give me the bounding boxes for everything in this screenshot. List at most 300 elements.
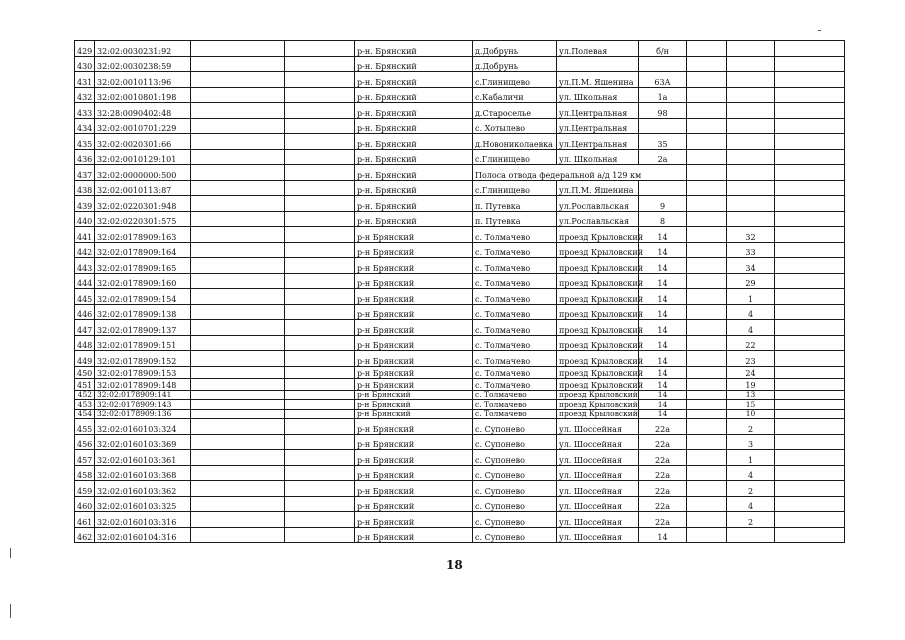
- apartment-number-cell: 4: [727, 496, 775, 512]
- empty-cell: [687, 56, 727, 72]
- cadastral-number-cell: 32:02:0030238:59: [95, 56, 191, 72]
- table-row: [75, 211, 845, 227]
- empty-cell: [775, 56, 845, 72]
- empty-cell: [285, 72, 355, 88]
- district-cell: р-н. Брянский: [355, 134, 473, 150]
- house-number-cell: 14: [639, 242, 687, 258]
- empty-cell: [285, 400, 355, 410]
- cadastral-number-cell: 32:02:0178909:160: [95, 273, 191, 289]
- empty-cell: [775, 366, 845, 378]
- empty-cell: [191, 211, 285, 227]
- district-cell: р-н. Брянский: [355, 87, 473, 103]
- empty-cell: [687, 41, 727, 57]
- empty-cell: [285, 351, 355, 367]
- district-cell: р-н Брянский: [355, 273, 473, 289]
- table-row: [75, 289, 845, 305]
- cadastral-number-cell: 32:02:0178909:138: [95, 304, 191, 320]
- table-row: [75, 378, 845, 390]
- table-row: [75, 434, 845, 450]
- row-number-cell: 441: [75, 227, 95, 243]
- row-number-cell: 462: [75, 527, 95, 543]
- street-cell: ул. Шоссейная: [557, 512, 639, 528]
- cadastral-number-cell: 32:02:0178909:165: [95, 258, 191, 274]
- empty-cell: [285, 211, 355, 227]
- empty-cell: [285, 512, 355, 528]
- locality-cell: с.Глинищево: [473, 72, 557, 88]
- house-number-cell: [639, 118, 687, 134]
- district-cell: р-н Брянский: [355, 465, 473, 481]
- cadastral-number-cell: 32:02:0178909:152: [95, 351, 191, 367]
- street-cell: проезд Крыловский: [557, 351, 639, 367]
- empty-cell: [687, 289, 727, 305]
- empty-cell: [285, 242, 355, 258]
- district-cell: р-н. Брянский: [355, 72, 473, 88]
- empty-cell: [687, 409, 727, 419]
- table-row: [75, 87, 845, 103]
- empty-cell: [285, 87, 355, 103]
- empty-cell: [191, 242, 285, 258]
- house-number-cell: 22а: [639, 481, 687, 497]
- empty-cell: [775, 450, 845, 466]
- apartment-number-cell: 24: [727, 366, 775, 378]
- district-cell: р-н Брянский: [355, 390, 473, 400]
- cadastral-number-cell: 32:02:0010701:229: [95, 118, 191, 134]
- house-number-cell: 98: [639, 103, 687, 119]
- district-cell: р-н Брянский: [355, 366, 473, 378]
- table-row: [75, 481, 845, 497]
- district-cell: р-н Брянский: [355, 434, 473, 450]
- row-number-cell: 437: [75, 165, 95, 181]
- apartment-number-cell: 34: [727, 258, 775, 274]
- empty-cell: [285, 450, 355, 466]
- empty-cell: [687, 211, 727, 227]
- locality-cell: с. Супонево: [473, 496, 557, 512]
- house-number-cell: 14: [639, 378, 687, 390]
- row-number-cell: 446: [75, 304, 95, 320]
- street-cell: ул.Центральная: [557, 134, 639, 150]
- empty-cell: [687, 149, 727, 165]
- registry-sheet: [74, 40, 844, 543]
- empty-cell: [775, 465, 845, 481]
- empty-cell: [191, 149, 285, 165]
- house-number-cell: 14: [639, 351, 687, 367]
- scan-mark: [10, 548, 11, 558]
- apartment-number-cell: [727, 72, 775, 88]
- table-row: [75, 72, 845, 88]
- empty-cell: [191, 304, 285, 320]
- district-cell: р-н Брянский: [355, 409, 473, 419]
- cadastral-number-cell: 32:02:0010129:101: [95, 149, 191, 165]
- house-number-cell: б/н: [639, 41, 687, 57]
- empty-cell: [775, 118, 845, 134]
- street-cell: ул. Шоссейная: [557, 481, 639, 497]
- table-row: [75, 450, 845, 466]
- empty-cell: [191, 227, 285, 243]
- empty-cell: [191, 434, 285, 450]
- row-number-cell: 461: [75, 512, 95, 528]
- street-cell: проезд Крыловский: [557, 289, 639, 305]
- table-row: [75, 242, 845, 258]
- empty-cell: [775, 434, 845, 450]
- locality-cell: д.Добрунь: [473, 56, 557, 72]
- district-cell: р-н Брянский: [355, 512, 473, 528]
- house-number-cell: 14: [639, 366, 687, 378]
- empty-cell: [285, 41, 355, 57]
- empty-cell: [687, 87, 727, 103]
- empty-cell: [285, 180, 355, 196]
- cadastral-number-cell: 32:02:0178909:141: [95, 390, 191, 400]
- apartment-number-cell: 4: [727, 465, 775, 481]
- table-row: [75, 390, 845, 400]
- street-cell: ул. Шоссейная: [557, 496, 639, 512]
- empty-cell: [285, 320, 355, 336]
- empty-cell: [191, 366, 285, 378]
- apartment-number-cell: 2: [727, 419, 775, 435]
- scan-mark: [818, 30, 821, 31]
- apartment-number-cell: 19: [727, 378, 775, 390]
- table-row: [75, 335, 845, 351]
- locality-cell: д.Добрунь: [473, 41, 557, 57]
- empty-cell: [775, 134, 845, 150]
- empty-cell: [687, 481, 727, 497]
- empty-cell: [191, 56, 285, 72]
- table-row: [75, 258, 845, 274]
- street-cell: проезд Крыловский: [557, 335, 639, 351]
- street-cell: проезд Крыловский: [557, 242, 639, 258]
- street-cell: ул.Рославльская: [557, 196, 639, 212]
- table-row: [75, 366, 845, 378]
- empty-cell: [775, 72, 845, 88]
- table-row: [75, 419, 845, 435]
- cadastral-number-cell: 32:02:0178909:143: [95, 400, 191, 410]
- table-row: [75, 527, 845, 543]
- row-number-cell: 431: [75, 72, 95, 88]
- district-cell: р-н Брянский: [355, 378, 473, 390]
- empty-cell: [285, 103, 355, 119]
- empty-cell: [285, 273, 355, 289]
- table-row: [75, 409, 845, 419]
- empty-cell: [687, 527, 727, 543]
- house-number-cell: [639, 56, 687, 72]
- locality-cell: с. Толмачево: [473, 289, 557, 305]
- apartment-number-cell: 2: [727, 481, 775, 497]
- empty-cell: [191, 196, 285, 212]
- street-cell: ул.Рославльская: [557, 211, 639, 227]
- street-cell: ул.Центральная: [557, 103, 639, 119]
- row-number-cell: 459: [75, 481, 95, 497]
- empty-cell: [687, 134, 727, 150]
- district-cell: р-н Брянский: [355, 351, 473, 367]
- district-cell: р-н Брянский: [355, 450, 473, 466]
- row-number-cell: 448: [75, 335, 95, 351]
- empty-cell: [687, 512, 727, 528]
- empty-cell: [775, 196, 845, 212]
- empty-cell: [687, 465, 727, 481]
- district-cell: р-н Брянский: [355, 400, 473, 410]
- locality-cell: Полоса отвода федеральной а/д 129 км: [473, 165, 687, 181]
- house-number-cell: 14: [639, 320, 687, 336]
- locality-cell: с. Толмачево: [473, 366, 557, 378]
- apartment-number-cell: 23: [727, 351, 775, 367]
- empty-cell: [687, 165, 727, 181]
- row-number-cell: 447: [75, 320, 95, 336]
- house-number-cell: 14: [639, 400, 687, 410]
- empty-cell: [191, 41, 285, 57]
- table-row: [75, 351, 845, 367]
- district-cell: р-н Брянский: [355, 227, 473, 243]
- apartment-number-cell: 10: [727, 409, 775, 419]
- cadastral-number-cell: 32:02:0160103:316: [95, 512, 191, 528]
- empty-cell: [285, 465, 355, 481]
- house-number-cell: 22а: [639, 419, 687, 435]
- house-number-cell: 22а: [639, 512, 687, 528]
- empty-cell: [687, 258, 727, 274]
- house-number-cell: 8: [639, 211, 687, 227]
- scan-mark: [10, 604, 11, 618]
- street-cell: ул. Школьная: [557, 87, 639, 103]
- empty-cell: [775, 481, 845, 497]
- empty-cell: [775, 390, 845, 400]
- empty-cell: [191, 409, 285, 419]
- locality-cell: с. Супонево: [473, 434, 557, 450]
- street-cell: ул.П.М. Яшенина: [557, 180, 639, 196]
- empty-cell: [775, 304, 845, 320]
- apartment-number-cell: 32: [727, 227, 775, 243]
- house-number-cell: 14: [639, 289, 687, 305]
- empty-cell: [285, 335, 355, 351]
- cadastral-number-cell: 32:02:0178909:164: [95, 242, 191, 258]
- locality-cell: с. Хотылево: [473, 118, 557, 134]
- cadastral-number-cell: 32:02:0178909:154: [95, 289, 191, 305]
- locality-cell: с. Супонево: [473, 481, 557, 497]
- district-cell: р-н. Брянский: [355, 196, 473, 212]
- row-number-cell: 445: [75, 289, 95, 305]
- table-row: [75, 41, 845, 57]
- row-number-cell: 434: [75, 118, 95, 134]
- table-row: [75, 320, 845, 336]
- empty-cell: [285, 118, 355, 134]
- empty-cell: [285, 378, 355, 390]
- empty-cell: [285, 149, 355, 165]
- empty-cell: [775, 41, 845, 57]
- street-cell: ул.Полевая: [557, 41, 639, 57]
- house-number-cell: 14: [639, 335, 687, 351]
- empty-cell: [191, 512, 285, 528]
- street-cell: ул.П.М. Яшенина: [557, 72, 639, 88]
- locality-cell: п. Путевка: [473, 211, 557, 227]
- table-row: [75, 149, 845, 165]
- district-cell: р-н Брянский: [355, 527, 473, 543]
- empty-cell: [687, 72, 727, 88]
- house-number-cell: 22а: [639, 496, 687, 512]
- empty-cell: [775, 165, 845, 181]
- apartment-number-cell: 3: [727, 434, 775, 450]
- street-cell: ул. Шоссейная: [557, 434, 639, 450]
- row-number-cell: 444: [75, 273, 95, 289]
- row-number-cell: 432: [75, 87, 95, 103]
- empty-cell: [775, 409, 845, 419]
- district-cell: р-н. Брянский: [355, 103, 473, 119]
- row-number-cell: 442: [75, 242, 95, 258]
- empty-cell: [191, 180, 285, 196]
- street-cell: проезд Крыловский: [557, 320, 639, 336]
- cadastral-number-cell: 32:02:0220301:948: [95, 196, 191, 212]
- page-number: 18: [446, 558, 463, 572]
- street-cell: проезд Крыловский: [557, 409, 639, 419]
- empty-cell: [775, 180, 845, 196]
- empty-cell: [687, 390, 727, 400]
- cadastral-number-cell: 32:02:0160103:324: [95, 419, 191, 435]
- registry-table: [74, 40, 845, 543]
- cadastral-number-cell: 32:02:0160103:368: [95, 465, 191, 481]
- empty-cell: [191, 134, 285, 150]
- empty-cell: [285, 496, 355, 512]
- cadastral-number-cell: 32:02:0178909:163: [95, 227, 191, 243]
- house-number-cell: 14: [639, 304, 687, 320]
- empty-cell: [775, 400, 845, 410]
- row-number-cell: 433: [75, 103, 95, 119]
- house-number-cell: 63А: [639, 72, 687, 88]
- empty-cell: [687, 320, 727, 336]
- empty-cell: [687, 450, 727, 466]
- row-number-cell: 429: [75, 41, 95, 57]
- district-cell: р-н Брянский: [355, 496, 473, 512]
- row-number-cell: 436: [75, 149, 95, 165]
- street-cell: ул.Центральная: [557, 118, 639, 134]
- empty-cell: [285, 434, 355, 450]
- apartment-number-cell: 4: [727, 320, 775, 336]
- apartment-number-cell: 22: [727, 335, 775, 351]
- street-cell: ул. Шоссейная: [557, 527, 639, 543]
- empty-cell: [687, 196, 727, 212]
- apartment-number-cell: [727, 87, 775, 103]
- empty-cell: [191, 103, 285, 119]
- street-cell: проезд Крыловский: [557, 258, 639, 274]
- street-cell: проезд Крыловский: [557, 366, 639, 378]
- empty-cell: [687, 366, 727, 378]
- empty-cell: [775, 227, 845, 243]
- empty-cell: [775, 512, 845, 528]
- locality-cell: с. Супонево: [473, 419, 557, 435]
- cadastral-number-cell: 32:02:0160103:325: [95, 496, 191, 512]
- apartment-number-cell: 4: [727, 304, 775, 320]
- cadastral-number-cell: 32:02:0160103:362: [95, 481, 191, 497]
- empty-cell: [191, 390, 285, 400]
- empty-cell: [191, 481, 285, 497]
- row-number-cell: 449: [75, 351, 95, 367]
- street-cell: проезд Крыловский: [557, 390, 639, 400]
- empty-cell: [687, 351, 727, 367]
- cadastral-number-cell: 32:02:0010113:87: [95, 180, 191, 196]
- locality-cell: с. Толмачево: [473, 390, 557, 400]
- row-number-cell: 450: [75, 366, 95, 378]
- empty-cell: [191, 289, 285, 305]
- house-number-cell: 14: [639, 227, 687, 243]
- table-row: [75, 227, 845, 243]
- apartment-number-cell: 2: [727, 512, 775, 528]
- table-row: [75, 465, 845, 481]
- empty-cell: [687, 227, 727, 243]
- house-number-cell: 14: [639, 258, 687, 274]
- cadastral-number-cell: 32:28:0090402:48: [95, 103, 191, 119]
- row-number-cell: 456: [75, 434, 95, 450]
- locality-cell: с. Толмачево: [473, 320, 557, 336]
- locality-cell: п. Путевка: [473, 196, 557, 212]
- locality-cell: с. Супонево: [473, 450, 557, 466]
- empty-cell: [687, 378, 727, 390]
- table-row: [75, 273, 845, 289]
- empty-cell: [191, 258, 285, 274]
- empty-cell: [191, 450, 285, 466]
- empty-cell: [191, 465, 285, 481]
- locality-cell: с. Толмачево: [473, 400, 557, 410]
- empty-cell: [285, 196, 355, 212]
- empty-cell: [775, 335, 845, 351]
- apartment-number-cell: [727, 118, 775, 134]
- house-number-cell: 22а: [639, 465, 687, 481]
- district-cell: р-н Брянский: [355, 304, 473, 320]
- empty-cell: [775, 87, 845, 103]
- empty-cell: [687, 419, 727, 435]
- table-row: [75, 304, 845, 320]
- empty-cell: [687, 103, 727, 119]
- cadastral-number-cell: 32:02:0178909:153: [95, 366, 191, 378]
- empty-cell: [687, 400, 727, 410]
- locality-cell: с. Толмачево: [473, 242, 557, 258]
- house-number-cell: 1а: [639, 87, 687, 103]
- empty-cell: [191, 496, 285, 512]
- empty-cell: [285, 419, 355, 435]
- street-cell: проезд Крыловский: [557, 400, 639, 410]
- row-number-cell: 458: [75, 465, 95, 481]
- locality-cell: с. Супонево: [473, 465, 557, 481]
- empty-cell: [191, 118, 285, 134]
- cadastral-number-cell: 32:02:0160104:316: [95, 527, 191, 543]
- empty-cell: [191, 351, 285, 367]
- cadastral-number-cell: 32:02:0178909:137: [95, 320, 191, 336]
- cadastral-number-cell: 32:02:0220301:575: [95, 211, 191, 227]
- cadastral-number-cell: 32:02:0000000:500: [95, 165, 191, 181]
- empty-cell: [687, 496, 727, 512]
- cadastral-number-cell: 32:02:0160103:361: [95, 450, 191, 466]
- locality-cell: с. Толмачево: [473, 227, 557, 243]
- empty-cell: [687, 304, 727, 320]
- table-row: [75, 56, 845, 72]
- district-cell: р-н. Брянский: [355, 41, 473, 57]
- row-number-cell: 438: [75, 180, 95, 196]
- empty-cell: [191, 419, 285, 435]
- empty-cell: [775, 103, 845, 119]
- empty-cell: [285, 527, 355, 543]
- cadastral-number-cell: 32:02:0178909:148: [95, 378, 191, 390]
- district-cell: р-н Брянский: [355, 335, 473, 351]
- empty-cell: [285, 390, 355, 400]
- empty-cell: [775, 289, 845, 305]
- empty-cell: [687, 118, 727, 134]
- district-cell: р-н Брянский: [355, 419, 473, 435]
- district-cell: р-н. Брянский: [355, 56, 473, 72]
- apartment-number-cell: [727, 527, 775, 543]
- apartment-number-cell: [727, 180, 775, 196]
- locality-cell: д.Староселье: [473, 103, 557, 119]
- locality-cell: с. Толмачево: [473, 258, 557, 274]
- street-cell: проезд Крыловский: [557, 378, 639, 390]
- empty-cell: [775, 527, 845, 543]
- row-number-cell: 460: [75, 496, 95, 512]
- apartment-number-cell: 13: [727, 390, 775, 400]
- locality-cell: с. Супонево: [473, 512, 557, 528]
- empty-cell: [687, 180, 727, 196]
